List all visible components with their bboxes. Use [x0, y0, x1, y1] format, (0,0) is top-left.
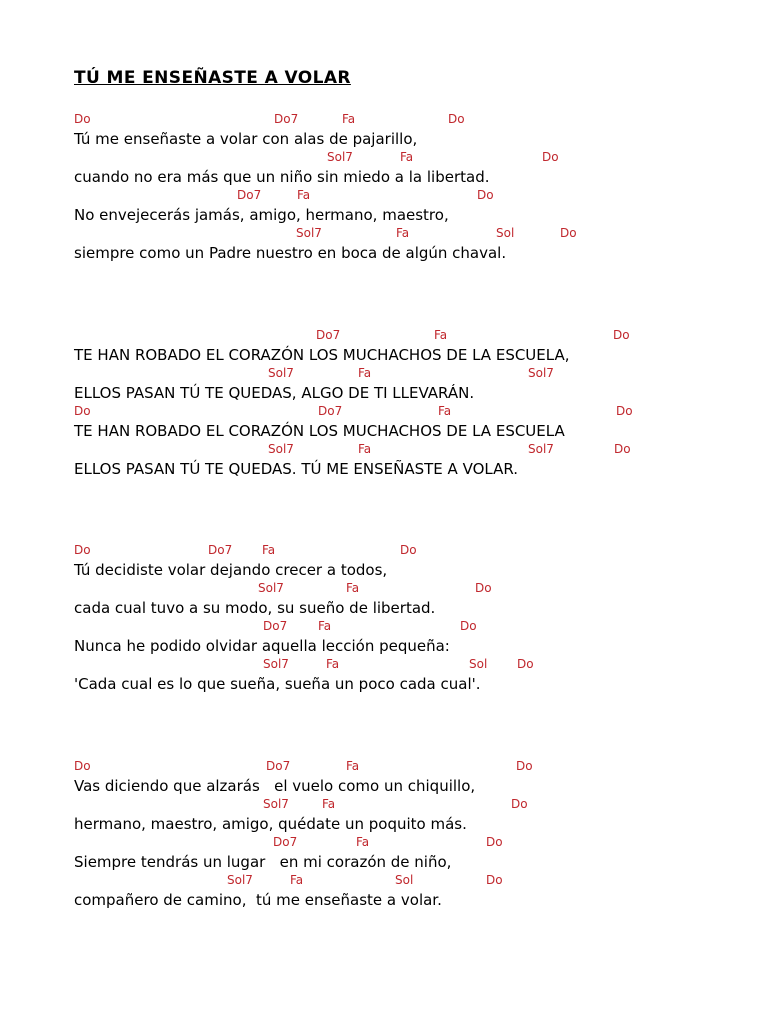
chord-label: Do [400, 543, 417, 557]
chord-label: Sol7 [227, 873, 253, 887]
chord-label: Fa [297, 188, 311, 202]
chord-label: Sol [496, 226, 515, 240]
chord-label: Do [517, 657, 534, 671]
lyric-line: No envejecerás jamás, amigo, hermano, maestro, [74, 206, 449, 224]
chord-label: Do7 [316, 328, 341, 342]
chord-label: Do [477, 188, 494, 202]
chord-label: Sol7 [268, 442, 294, 456]
chord-label: Fa [346, 759, 360, 773]
chord-label: Do7 [318, 404, 343, 418]
lyric-line: Nunca he podido olvidar aquella lección pequeña: [74, 637, 450, 655]
chord-label: Do [74, 759, 91, 773]
chord-label: Sol7 [296, 226, 322, 240]
chord-label: Do [475, 581, 492, 595]
lyric-line: TE HAN ROBADO EL CORAZÓN LOS MUCHACHOS DE LA ESCUELA, [74, 346, 570, 364]
chord-label: Fa [358, 366, 372, 380]
chord-label: Sol7 [263, 797, 289, 811]
chord-label: Fa [358, 442, 372, 456]
lyric-line: 'Cada cual es lo que sueña, sueña un poco cada cual'. [74, 675, 481, 693]
chord-label: Do [616, 404, 633, 418]
chord-label: Do [486, 873, 503, 887]
chord-label: Sol7 [528, 366, 554, 380]
lyric-line: ELLOS PASAN TÚ TE QUEDAS. TÚ ME ENSEÑASTE A VOLAR. [74, 460, 518, 478]
lyric-line: cuando no era más que un niño sin miedo a la libertad. [74, 168, 490, 186]
chord-label: Sol7 [528, 442, 554, 456]
lyric-line: Vas diciendo que alzarás el vuelo como un chiquillo, [74, 777, 476, 795]
chord-label: Fa [318, 619, 332, 633]
chord-label: Do [560, 226, 577, 240]
lyric-line: compañero de camino, tú me enseñaste a volar. [74, 891, 442, 909]
song-title: TÚ ME ENSEÑASTE A VOLAR [74, 68, 351, 88]
chord-label: Fa [326, 657, 340, 671]
chord-label: Fa [322, 797, 336, 811]
chord-label: Do [613, 328, 630, 342]
chord-label: Do [460, 619, 477, 633]
chord-label: Sol [395, 873, 414, 887]
chord-label: Do7 [263, 619, 288, 633]
chord-label: Fa [342, 112, 356, 126]
lyric-line: ELLOS PASAN TÚ TE QUEDAS, ALGO DE TI LLEVARÁN. [74, 384, 475, 402]
chord-label: Fa [346, 581, 360, 595]
chord-label: Do7 [208, 543, 233, 557]
lyric-line: cada cual tuvo a su modo, su sueño de libertad. [74, 599, 436, 617]
chord-label: Do7 [273, 835, 298, 849]
chord-label: Fa [400, 150, 414, 164]
lyric-line: Tú decidiste volar dejando crecer a todos, [74, 561, 388, 579]
chord-label: Do7 [237, 188, 262, 202]
lyric-line: siempre como un Padre nuestro en boca de algún chaval. [74, 244, 507, 262]
chord-label: Do [486, 835, 503, 849]
chord-label: Do [516, 759, 533, 773]
lyric-line: Tú me enseñaste a volar con alas de pajarillo, [74, 130, 418, 148]
chord-label: Sol [469, 657, 488, 671]
chord-label: Do [74, 112, 91, 126]
chord-label: Fa [438, 404, 452, 418]
chord-label: Fa [356, 835, 370, 849]
chord-label: Do7 [266, 759, 291, 773]
chord-label: Do [448, 112, 465, 126]
chord-label: Do7 [274, 112, 299, 126]
lyric-line: hermano, maestro, amigo, quédate un poquito más. [74, 815, 467, 833]
chord-label: Do [74, 543, 91, 557]
chord-label: Fa [290, 873, 304, 887]
chord-label: Fa [262, 543, 276, 557]
lyric-line: TE HAN ROBADO EL CORAZÓN LOS MUCHACHOS DE LA ESCUELA [74, 422, 565, 440]
chord-label: Sol7 [268, 366, 294, 380]
chord-label: Sol7 [258, 581, 284, 595]
chord-label: Do [511, 797, 528, 811]
chord-label: Fa [396, 226, 410, 240]
chord-label: Do [614, 442, 631, 456]
chord-label: Do [74, 404, 91, 418]
chord-label: Do [542, 150, 559, 164]
lyric-line: Siempre tendrás un lugar en mi corazón de niño, [74, 853, 452, 871]
chord-label: Sol7 [263, 657, 289, 671]
chord-label: Fa [434, 328, 448, 342]
chord-label: Sol7 [327, 150, 353, 164]
